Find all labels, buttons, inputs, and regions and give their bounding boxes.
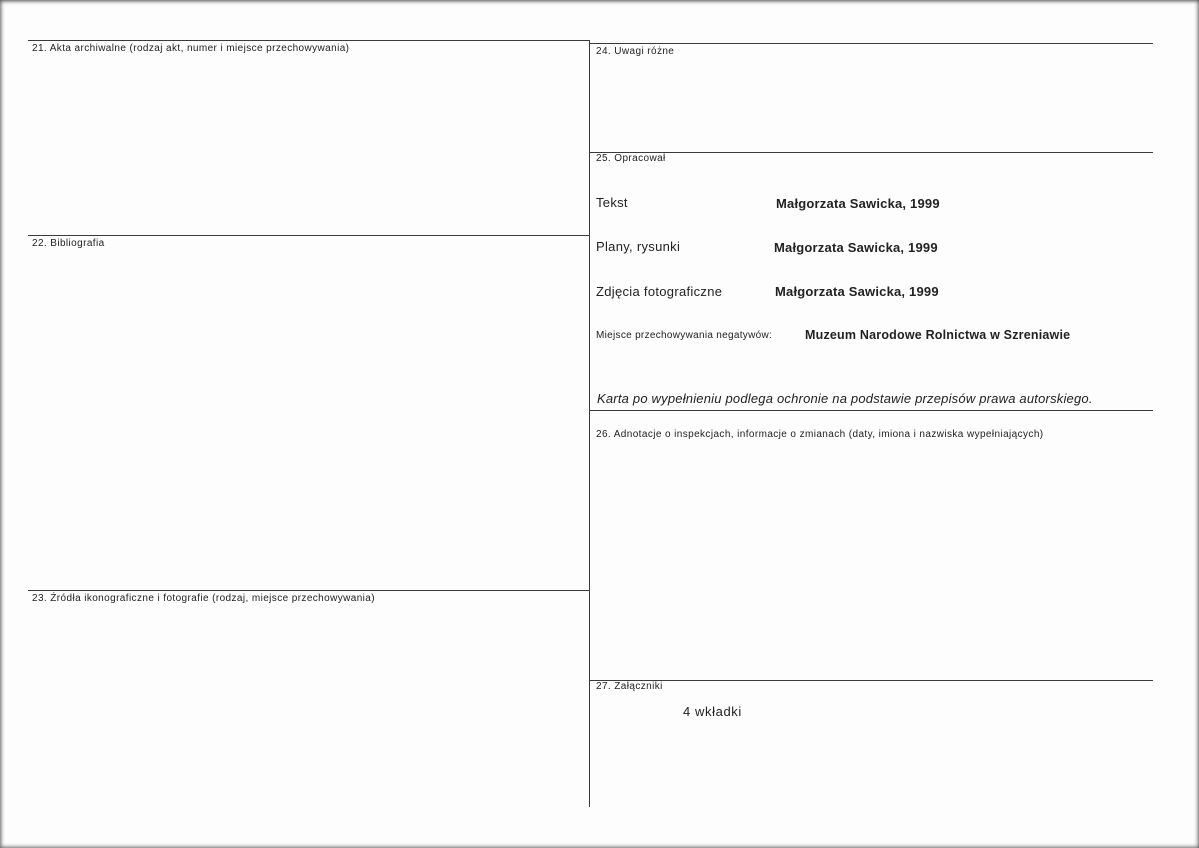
section-24-label: 24. Uwagi różne	[596, 46, 675, 57]
section-22-label: 22. Bibliografia	[32, 238, 105, 249]
negatives-value: Muzeum Narodowe Rolnictwa w Szreniawie	[805, 328, 1071, 342]
section-25-label: 25. Opracował	[596, 153, 666, 164]
author-row-plans-label: Plany, rysunki	[596, 239, 681, 254]
section-23-rule	[28, 590, 589, 591]
attachments-value: 4 wkładki	[683, 704, 742, 719]
section-26-label: 26. Adnotacje o inspekcjach, informacje o zmianach (daty, imiona i nazwiska wypełniających)	[596, 429, 1044, 440]
section-21-rule	[28, 40, 589, 41]
section-24-rule	[589, 43, 1153, 44]
negatives-label: Miejsce przechowywania negatywów:	[596, 330, 773, 341]
section-23-label: 23. Źródła ikonograficzne i fotografie (rodzaj, miejsce przechowywania)	[32, 593, 375, 604]
section-21-label: 21. Akta archiwalne (rodzaj akt, numer i miejsce przechowywania)	[32, 43, 350, 54]
section-22-rule	[28, 235, 589, 236]
section-27-label: 27. Załączniki	[596, 681, 663, 692]
section-27-rule	[589, 680, 1153, 681]
section-26-rule	[589, 410, 1153, 411]
author-row-photos-value: Małgorzata Sawicka, 1999	[775, 284, 939, 299]
author-row-text-label: Tekst	[596, 195, 628, 210]
author-row-text-value: Małgorzata Sawicka, 1999	[776, 196, 940, 211]
column-divider	[589, 40, 590, 807]
copyright-note: Karta po wypełnieniu podlega ochronie na podstawie przepisów prawa autorskiego.	[597, 391, 1093, 406]
author-row-plans-value: Małgorzata Sawicka, 1999	[774, 240, 938, 255]
section-25-rule	[589, 152, 1153, 153]
author-row-photos-label: Zdjęcia fotograficzne	[596, 284, 723, 299]
